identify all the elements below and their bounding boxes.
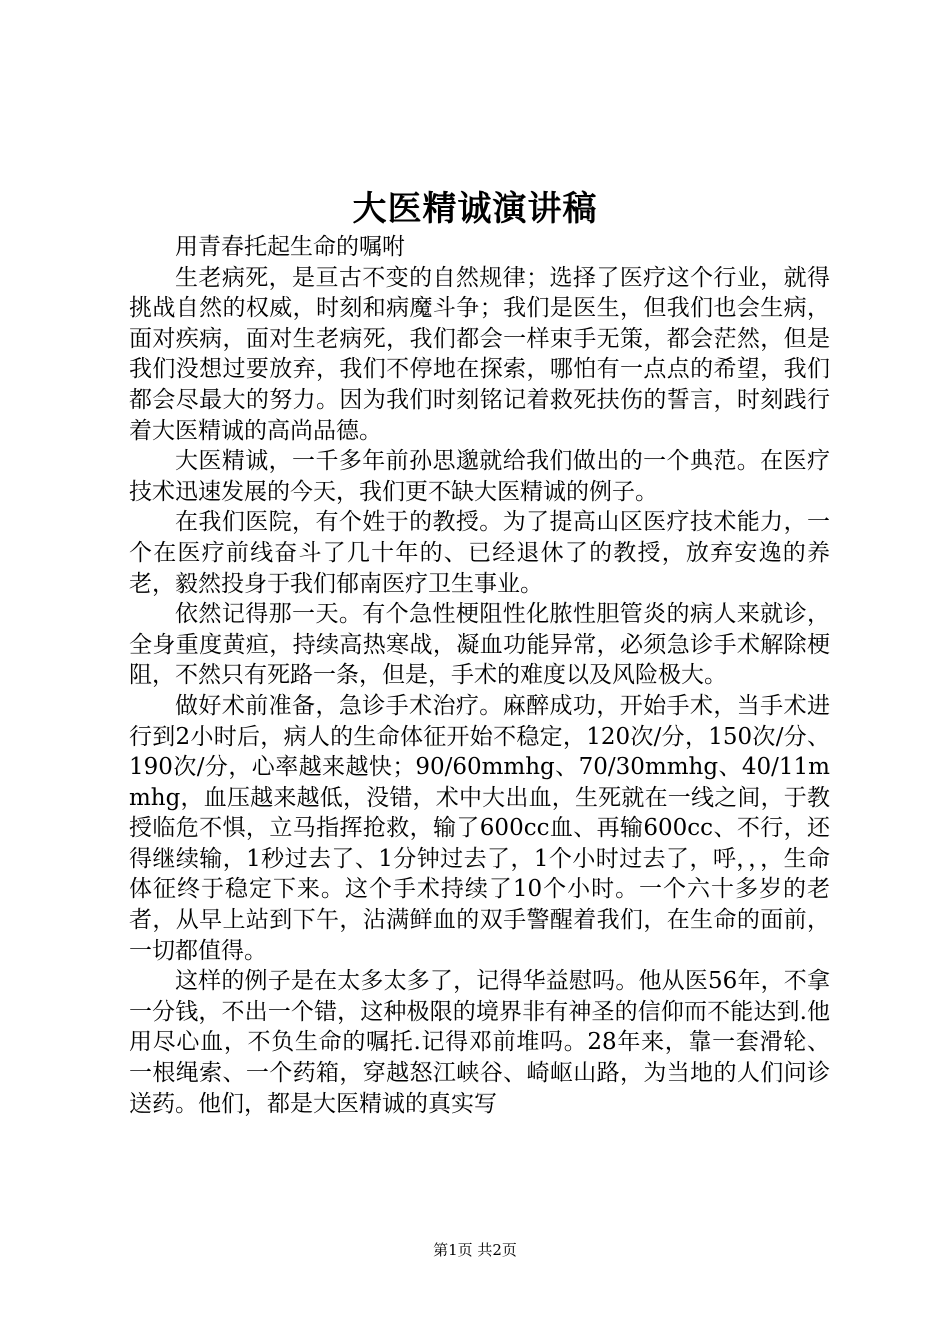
subtitle-paragraph: 用青春托起生命的嘱咐: [175, 234, 405, 260]
body-paragraph: 在我们医院，有个姓于的教授。为了提高山区医疗技术能力，一个在医疗前线奋斗了几十年的、已经退休了的教授，放弃安逸的养老，毅然投身于我们郁南医疗卫生事业。: [129, 509, 830, 597]
document-title: 大医精诚演讲稿: [352, 189, 598, 229]
body-paragraph: 做好术前准备，急诊手术治疗。麻醉成功，开始手术，当手术进行到2小时后，病人的生命体征开始不稳定，120次/分，150次/分、190次/分，心率越来越快；90/60mmhg、70/30mmhg、40/11mmhg，血压越来越低，没错，术中大出血，生死就在一线之间，于教授临危不惧，立马指挥抢救，输了600cc血、再输600cc、不行，还得继续输，1秒过去了、1分钟过去了，1个小时过去了，呼，，，生命体征终于稳定下来。这个手术持续了10个小时。一个六十多岁的老者，从早上站到下午，沾满鲜血的双手警醒着我们，在生命的面前，一切都值得。: [129, 692, 830, 964]
page-footer: 第1页 共2页: [433, 1241, 517, 1259]
body-paragraph: 这样的例子是在太多太多了，记得华益慰吗。他从医56年，不拿一分钱，不出一个错，这种极限的境界非有神圣的信仰而不能达到.他用尽心血，不负生命的嘱托.记得邓前堆吗。28年来，靠一套滑轮、一根绳索、一个药箱，穿越怒江峡谷、崎岖山路，为当地的人们问诊送药。他们，都是大医精诚的真实写: [129, 968, 830, 1117]
body-paragraph: 生老病死，是亘古不变的自然规律；选择了医疗这个行业，就得挑战自然的权威，时刻和病魔斗争；我们是医生，但我们也会生病，面对疾病，面对生老病死，我们都会一样束手无策，都会茫然，但是我们没想过要放弃，我们不停地在探索，哪怕有一点点的希望，我们都会尽最大的努力。因为我们时刻铭记着救死扶伤的誓言，时刻践行着大医精诚的高尚品德。: [129, 264, 830, 444]
body-paragraph: 依然记得那一天。有个急性梗阻性化脓性胆管炎的病人来就诊，全身重度黄疸，持续高热寒战，凝血功能异常，必须急诊手术解除梗阻，不然只有死路一条，但是，手术的难度以及风险极大。: [129, 601, 830, 689]
document-body: [129, 232, 830, 1119]
body-paragraph: 大医精诚，一千多年前孙思邈就给我们做出的一个典范。在医疗技术迅速发展的今天，我们更不缺大医精诚的例子。: [129, 448, 830, 505]
